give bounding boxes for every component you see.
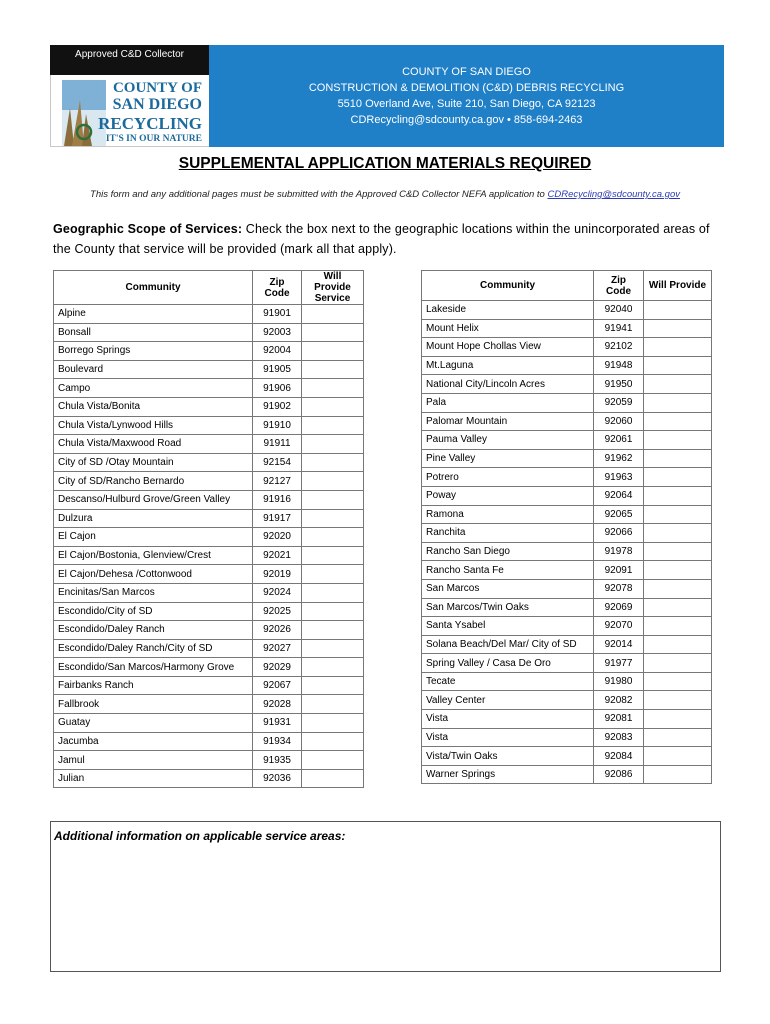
table-row [54, 621, 364, 640]
will-provide-checkbox[interactable] [644, 635, 712, 654]
zip-code: 92067 [253, 676, 302, 695]
zip-code: 91917 [253, 509, 302, 528]
community-name: Encinitas/San Marcos [54, 583, 253, 602]
table-row [54, 769, 364, 788]
community-name: Descanso/Hulburd Grove/Green Valley [54, 490, 253, 509]
table-row [54, 732, 364, 751]
table-row [422, 691, 712, 710]
will-provide-checkbox[interactable] [302, 490, 364, 509]
table-row [54, 323, 364, 342]
communities-table-left [53, 270, 364, 788]
table-row [54, 751, 364, 770]
will-provide-checkbox[interactable] [302, 305, 364, 324]
will-provide-checkbox[interactable] [302, 546, 364, 565]
zip-code: 92027 [253, 639, 302, 658]
table-row [422, 542, 712, 561]
will-provide-checkbox[interactable] [644, 672, 712, 691]
zip-code: 92070 [594, 617, 644, 636]
will-provide-checkbox[interactable] [302, 769, 364, 788]
will-provide-checkbox[interactable] [644, 375, 712, 394]
will-provide-checkbox[interactable] [302, 621, 364, 640]
col-zip-code: Zip Code [253, 271, 302, 305]
will-provide-checkbox[interactable] [302, 472, 364, 491]
table-row [422, 301, 712, 320]
logo-graphic-icon [62, 80, 108, 146]
table-row [422, 486, 712, 505]
will-provide-checkbox[interactable] [644, 524, 712, 543]
community-name: Escondido/San Marcos/Harmony Grove [54, 658, 253, 677]
community-name: National City/Lincoln Acres [422, 375, 594, 394]
table-row [422, 319, 712, 338]
table-row [54, 639, 364, 658]
community-name: Mount Helix [422, 319, 594, 338]
zip-code: 92029 [253, 658, 302, 677]
table-row [422, 505, 712, 524]
zip-code: 92028 [253, 695, 302, 714]
will-provide-checkbox[interactable] [302, 565, 364, 584]
table-row [422, 710, 712, 729]
additional-info-label: Additional information on applicable service areas: [54, 829, 346, 843]
zip-code: 92014 [594, 635, 644, 654]
will-provide-checkbox[interactable] [644, 356, 712, 375]
table-row [54, 509, 364, 528]
zip-code: 91950 [594, 375, 644, 394]
zip-code: 92004 [253, 342, 302, 361]
table-row [422, 375, 712, 394]
will-provide-checkbox[interactable] [302, 360, 364, 379]
zip-code: 91902 [253, 397, 302, 416]
zip-code: 91916 [253, 490, 302, 509]
table-row [422, 672, 712, 691]
community-name: Pine Valley [422, 449, 594, 468]
table-header-row [422, 271, 712, 301]
zip-code: 92082 [594, 691, 644, 710]
table-row [54, 714, 364, 733]
header-line-contact: CDRecycling@sdcounty.ca.gov • 858-694-2463 [350, 114, 583, 126]
submission-text: This form and any additional pages must be submitted with the Approved C&D Collector NEFA application to [90, 189, 548, 200]
will-provide-checkbox[interactable] [302, 658, 364, 677]
logo-tagline: IT'S IN OUR NATURE [105, 134, 202, 144]
zip-code: 91948 [594, 356, 644, 375]
col-zip-code: Zip Code [594, 271, 644, 301]
header-contact-block [209, 64, 724, 128]
table-row [54, 565, 364, 584]
will-provide-checkbox[interactable] [644, 617, 712, 636]
table-row [54, 342, 364, 361]
header-line-county: COUNTY OF SAN DIEGO [402, 66, 531, 78]
zip-code: 91963 [594, 468, 644, 487]
will-provide-checkbox[interactable] [644, 542, 712, 561]
will-provide-checkbox[interactable] [302, 509, 364, 528]
community-name: Poway [422, 486, 594, 505]
community-name: Fallbrook [54, 695, 253, 714]
table-row [422, 617, 712, 636]
table-row [54, 676, 364, 695]
zip-code: 91935 [253, 751, 302, 770]
zip-code: 92065 [594, 505, 644, 524]
header-line-address: 5510 Overland Ave, Suite 210, San Diego, CA 92123 [337, 98, 596, 110]
will-provide-checkbox[interactable] [644, 691, 712, 710]
table-row [422, 524, 712, 543]
community-name: Solana Beach/Del Mar/ City of SD [422, 635, 594, 654]
will-provide-checkbox[interactable] [644, 319, 712, 338]
community-name: Chula Vista/Bonita [54, 397, 253, 416]
zip-code: 92026 [253, 621, 302, 640]
will-provide-checkbox[interactable] [644, 338, 712, 357]
table-row [54, 472, 364, 491]
zip-code: 91977 [594, 654, 644, 673]
table-row [422, 747, 712, 766]
community-name: San Marcos/Twin Oaks [422, 598, 594, 617]
zip-code: 92069 [594, 598, 644, 617]
community-name: Dulzura [54, 509, 253, 528]
will-provide-checkbox[interactable] [644, 412, 712, 431]
community-name: Escondido/Daley Ranch [54, 621, 253, 640]
zip-code: 92060 [594, 412, 644, 431]
will-provide-checkbox[interactable] [644, 505, 712, 524]
will-provide-checkbox[interactable] [302, 397, 364, 416]
zip-code: 92086 [594, 765, 644, 784]
will-provide-checkbox[interactable] [302, 676, 364, 695]
table-row [54, 490, 364, 509]
table-row [422, 728, 712, 747]
community-name: El Cajon [54, 528, 253, 547]
community-name: Warner Springs [422, 765, 594, 784]
community-name: Campo [54, 379, 253, 398]
table-row [422, 431, 712, 450]
logo-san-diego: SAN DIEGO [112, 96, 202, 113]
community-name: Tecate [422, 672, 594, 691]
page-title: SUPPLEMENTAL APPLICATION MATERIALS REQUIRED [178, 155, 592, 172]
zip-code: 91934 [253, 732, 302, 751]
community-name: Julian [54, 769, 253, 788]
zip-code: 92021 [253, 546, 302, 565]
zip-code: 91906 [253, 379, 302, 398]
table-row [422, 654, 712, 673]
will-provide-checkbox[interactable] [644, 393, 712, 412]
community-name: Rancho Santa Fe [422, 561, 594, 580]
geographic-scope-instructions [53, 219, 725, 259]
will-provide-checkbox[interactable] [644, 598, 712, 617]
table-row [422, 635, 712, 654]
community-name: Chula Vista/Maxwood Road [54, 435, 253, 454]
header-line-program: CONSTRUCTION & DEMOLITION (C&D) DEBRIS RECYCLING [308, 82, 625, 94]
community-name: Spring Valley / Casa De Oro [422, 654, 594, 673]
table-row [422, 338, 712, 357]
table-row [54, 305, 364, 324]
will-provide-checkbox[interactable] [302, 453, 364, 472]
zip-code: 91962 [594, 449, 644, 468]
table-row [422, 449, 712, 468]
zip-code: 92078 [594, 579, 644, 598]
zip-code: 92084 [594, 747, 644, 766]
will-provide-checkbox[interactable] [644, 765, 712, 784]
community-name: City of SD /Otay Mountain [54, 453, 253, 472]
will-provide-checkbox[interactable] [644, 449, 712, 468]
zip-code: 92019 [253, 565, 302, 584]
table-row [422, 598, 712, 617]
community-name: Alpine [54, 305, 253, 324]
zip-code: 91910 [253, 416, 302, 435]
table-row [422, 765, 712, 784]
scope-text: Check the box next to the geographic locations within the unincorporated areas of the County that service will be provided (mark all that apply). [53, 222, 710, 256]
will-provide-checkbox[interactable] [302, 323, 364, 342]
community-name: Rancho San Diego [422, 542, 594, 561]
zip-code: 92061 [594, 431, 644, 450]
will-provide-checkbox[interactable] [644, 710, 712, 729]
table-row [54, 416, 364, 435]
community-name: Vista/Twin Oaks [422, 747, 594, 766]
zip-code: 92081 [594, 710, 644, 729]
community-name: Borrego Springs [54, 342, 253, 361]
submission-instructions [0, 189, 770, 200]
zip-code: 91901 [253, 305, 302, 324]
community-name: Valley Center [422, 691, 594, 710]
community-name: Mount Hope Chollas View [422, 338, 594, 357]
table-row [54, 602, 364, 621]
community-name: Pala [422, 393, 594, 412]
will-provide-checkbox[interactable] [302, 751, 364, 770]
zip-code: 91931 [253, 714, 302, 733]
logo-recycling: RECYCLING [98, 114, 202, 133]
zip-code: 91941 [594, 319, 644, 338]
table-row [54, 658, 364, 677]
community-name: Pauma Valley [422, 431, 594, 450]
community-name: Escondido/Daley Ranch/City of SD [54, 639, 253, 658]
email-link[interactable]: CDRecycling@sdcounty.ca.gov [547, 189, 680, 200]
zip-code: 92036 [253, 769, 302, 788]
community-name: Guatay [54, 714, 253, 733]
table-row [422, 356, 712, 375]
will-provide-checkbox[interactable] [302, 695, 364, 714]
county-recycling-logo [62, 80, 202, 146]
community-name: Bonsall [54, 323, 253, 342]
scope-label: Geographic Scope of Services: [53, 222, 243, 236]
will-provide-checkbox[interactable] [302, 342, 364, 361]
zip-code: 92127 [253, 472, 302, 491]
zip-code: 91911 [253, 435, 302, 454]
approved-collector-badge: Approved C&D Collector [50, 45, 209, 75]
will-provide-checkbox[interactable] [644, 468, 712, 487]
community-name: Ramona [422, 505, 594, 524]
zip-code: 92003 [253, 323, 302, 342]
community-name: Vista [422, 728, 594, 747]
will-provide-checkbox[interactable] [302, 639, 364, 658]
table-row [422, 412, 712, 431]
will-provide-checkbox[interactable] [302, 435, 364, 454]
table-row [54, 360, 364, 379]
table-row [422, 579, 712, 598]
will-provide-checkbox[interactable] [644, 561, 712, 580]
will-provide-checkbox[interactable] [644, 654, 712, 673]
table-row [54, 453, 364, 472]
will-provide-checkbox[interactable] [302, 714, 364, 733]
logo-county-of: COUNTY OF [112, 80, 202, 96]
community-name: Mt.Laguna [422, 356, 594, 375]
table-row [54, 379, 364, 398]
table-row [422, 468, 712, 487]
will-provide-checkbox[interactable] [302, 528, 364, 547]
will-provide-checkbox[interactable] [302, 416, 364, 435]
zip-code: 92024 [253, 583, 302, 602]
col-will-provide: Will Provide Service [302, 271, 364, 305]
table-row [54, 546, 364, 565]
zip-code: 92091 [594, 561, 644, 580]
will-provide-checkbox[interactable] [644, 301, 712, 320]
will-provide-checkbox[interactable] [644, 431, 712, 450]
community-name: Palomar Mountain [422, 412, 594, 431]
will-provide-checkbox[interactable] [644, 579, 712, 598]
zip-code: 92083 [594, 728, 644, 747]
table-row [54, 583, 364, 602]
table-row [422, 393, 712, 412]
will-provide-checkbox[interactable] [302, 602, 364, 621]
community-name: Jamul [54, 751, 253, 770]
col-community: Community [54, 271, 253, 305]
community-name: Vista [422, 710, 594, 729]
community-name: Fairbanks Ranch [54, 676, 253, 695]
will-provide-checkbox[interactable] [644, 747, 712, 766]
col-community: Community [422, 271, 594, 301]
community-name: City of SD/Rancho Bernardo [54, 472, 253, 491]
zip-code: 91905 [253, 360, 302, 379]
zip-code: 92040 [594, 301, 644, 320]
community-name: El Cajon/Dehesa /Cottonwood [54, 565, 253, 584]
table-row [54, 435, 364, 454]
will-provide-checkbox[interactable] [644, 486, 712, 505]
additional-info-box[interactable] [50, 821, 721, 972]
zip-code: 92154 [253, 453, 302, 472]
community-name: Lakeside [422, 301, 594, 320]
will-provide-checkbox[interactable] [644, 728, 712, 747]
community-name: Escondido/City of SD [54, 602, 253, 621]
zip-code: 91978 [594, 542, 644, 561]
community-name: Ranchita [422, 524, 594, 543]
community-name: Jacumba [54, 732, 253, 751]
community-name: Santa Ysabel [422, 617, 594, 636]
table-row [54, 528, 364, 547]
will-provide-checkbox[interactable] [302, 583, 364, 602]
will-provide-checkbox[interactable] [302, 379, 364, 398]
table-row [54, 695, 364, 714]
zip-code: 92064 [594, 486, 644, 505]
community-name: Potrero [422, 468, 594, 487]
communities-table-right [421, 270, 712, 784]
zip-code: 92102 [594, 338, 644, 357]
col-will-provide: Will Provide [644, 271, 712, 301]
zip-code: 91980 [594, 672, 644, 691]
zip-code: 92025 [253, 602, 302, 621]
community-name: Boulevard [54, 360, 253, 379]
will-provide-checkbox[interactable] [302, 732, 364, 751]
zip-code: 92020 [253, 528, 302, 547]
table-row [422, 561, 712, 580]
table-row [54, 397, 364, 416]
zip-code: 92059 [594, 393, 644, 412]
community-name: San Marcos [422, 579, 594, 598]
community-name: Chula Vista/Lynwood Hills [54, 416, 253, 435]
zip-code: 92066 [594, 524, 644, 543]
community-name: El Cajon/Bostonia, Glenview/Crest [54, 546, 253, 565]
table-header-row [54, 271, 364, 305]
